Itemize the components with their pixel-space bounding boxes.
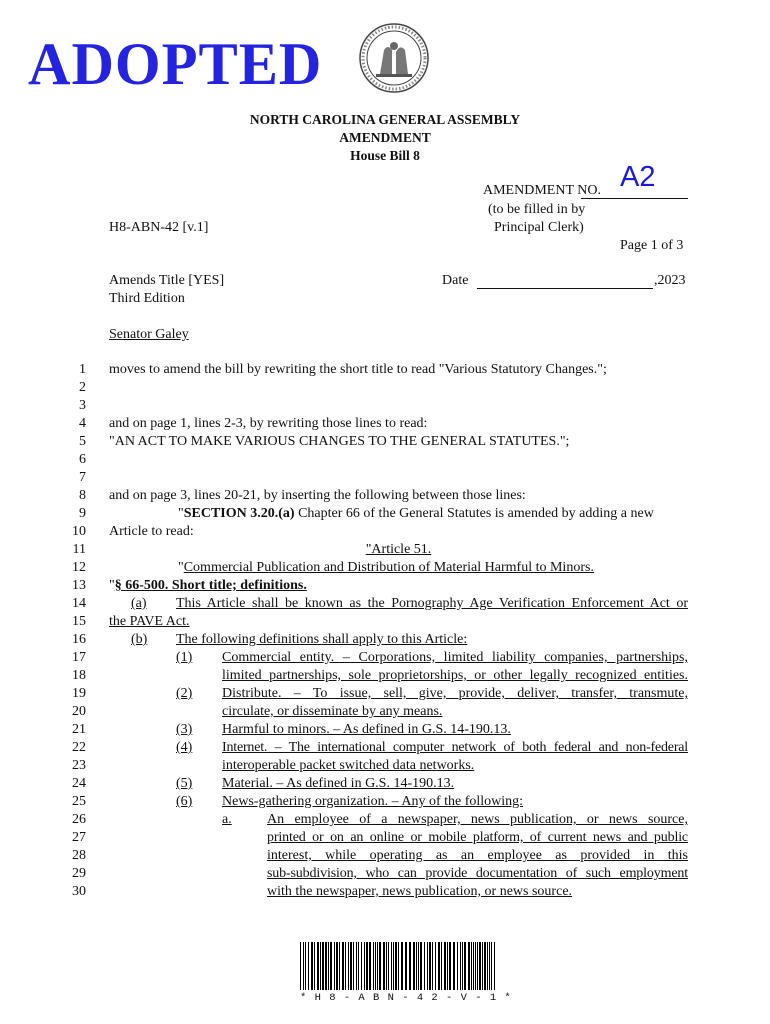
line-number: 9: [79, 506, 86, 521]
quote-mark: ": [178, 506, 184, 521]
line-number: 29: [72, 866, 86, 881]
barcode-bar: [308, 942, 309, 990]
amendment-no-value: A2: [620, 161, 656, 193]
amends-title: Amends Title [YES]: [109, 273, 225, 288]
barcode-bar: [356, 942, 357, 990]
barcode-bar: [345, 942, 346, 990]
item-4-text-cont: interoperable packet switched data networks.: [222, 758, 475, 773]
barcode-bar: [317, 942, 319, 990]
item-1-label: (1): [176, 650, 193, 665]
barcode-bar: [328, 942, 329, 990]
barcode-bar: [342, 942, 344, 990]
adopted-stamp: ADOPTED: [28, 31, 323, 97]
bill-code: H8-ABN-42 [v.1]: [109, 220, 209, 235]
barcode-bar: [438, 942, 440, 990]
barcode-bar: [441, 942, 442, 990]
article-title-text: Commercial Publication and Distribution of Material Harmful to Minors.: [183, 560, 594, 575]
article-number: "Article 51.: [365, 542, 432, 557]
barcode-bar: [320, 942, 321, 990]
barcode-bar: [409, 942, 411, 990]
header-amendment: AMENDMENT: [339, 130, 431, 145]
barcode-bar: [325, 942, 327, 990]
line-number: 22: [72, 740, 86, 755]
text-line-8: and on page 3, lines 20-21, by inserting the following between those lines:: [109, 488, 526, 503]
barcode-bar: [330, 942, 332, 990]
amendment-no-blank: [581, 198, 688, 199]
subsection-b-label: (b): [131, 632, 148, 647]
barcode-bar: [491, 942, 492, 990]
item-3-label: (3): [176, 722, 193, 737]
date-blank: [477, 288, 653, 289]
barcode-bar: [460, 942, 461, 990]
filled-note-2: Principal Clerk): [494, 220, 584, 235]
item-2-label: (2): [176, 686, 193, 701]
line-number: 17: [72, 650, 86, 665]
section-text: Chapter 66 of the General Statutes is amended by adding a new: [294, 506, 654, 521]
item-1-text-cont: limited partnerships, sole proprietorships, or other legally recognized entities.: [222, 668, 688, 683]
barcode-bar: [457, 942, 458, 990]
barcode-bar: [369, 942, 371, 990]
subsection-b-text: The following definitions shall apply to this Article:: [176, 632, 468, 647]
barcode-bar: [475, 942, 476, 990]
barcode-bar: [418, 942, 419, 990]
barcode-bar: [393, 942, 394, 990]
subsection-a-label: (a): [131, 596, 147, 611]
barcode-text: * H 8 - A B N - 4 2 - V - 1 *: [300, 992, 512, 1004]
subsection-a-text: This Article shall be known as the Pornography Age Verification Enforcement Act or: [176, 596, 688, 611]
barcode-bar: [311, 942, 313, 990]
barcode-bar: [322, 942, 324, 990]
line-number: 30: [72, 884, 86, 899]
quote-mark: ": [178, 560, 184, 575]
header-assembly: NORTH CAROLINA GENERAL ASSEMBLY: [249, 112, 521, 127]
line-number: 24: [72, 776, 86, 791]
item-5-text: Material. – As defined in G.S. 14-190.13.: [222, 776, 455, 791]
line-number: 13: [72, 578, 86, 593]
barcode-bar: [353, 942, 354, 990]
item-2-text-cont: circulate, or disseminate by any means.: [222, 704, 443, 719]
line-number: 12: [72, 560, 86, 575]
line-number: 18: [72, 668, 86, 683]
item-3-text: Harmful to minors. – As defined in G.S. 14-190.13.: [222, 722, 511, 737]
line-number: 5: [79, 434, 86, 449]
item-6a-text: An employee of a newspaper, news publication, or news source,: [267, 812, 688, 827]
line-number: 21: [72, 722, 86, 737]
item-4-text: Internet. – The international computer network of both federal and non-federal: [222, 740, 688, 755]
text-line-4: and on page 1, lines 2-3, by rewriting those lines to read:: [109, 416, 428, 431]
barcode-bar: [416, 942, 417, 990]
barcode-bar: [314, 942, 315, 990]
date-label: Date: [442, 273, 469, 288]
barcode-bar: [464, 942, 466, 990]
line-number: 14: [72, 596, 86, 611]
barcode-bar: [358, 942, 359, 990]
barcode-bar: [435, 942, 436, 990]
barcode-bar: [482, 942, 483, 990]
subsection-a-text-cont: the PAVE Act.: [109, 614, 190, 629]
line-number: 28: [72, 848, 86, 863]
barcode-bar: [484, 942, 486, 990]
barcode-bar: [303, 942, 304, 990]
text-line-9: [178, 506, 688, 522]
barcode-bar: [420, 942, 422, 990]
barcode-bar: [350, 942, 352, 990]
barcode-bar: [427, 942, 428, 990]
barcode-bar: [379, 942, 381, 990]
section-66-500-title: § 66-500. Short title; definitions.: [114, 578, 307, 593]
barcode-bar: [473, 942, 474, 990]
barcode-bar: [487, 942, 488, 990]
barcode-bar: [395, 942, 397, 990]
section-heading: SECTION 3.20.(a): [183, 506, 295, 521]
line-number: 11: [72, 542, 86, 557]
quote-mark: ": [109, 578, 115, 593]
barcode-bar: [383, 942, 385, 990]
line-number: 25: [72, 794, 86, 809]
barcode-bar: [388, 942, 389, 990]
line-number: 7: [79, 470, 86, 485]
barcode-bar: [477, 942, 478, 990]
line-number: 2: [79, 380, 86, 395]
barcode-bar: [413, 942, 415, 990]
text-line-5: "AN ACT TO MAKE VARIOUS CHANGES TO THE GENERAL STATUTES.";: [109, 434, 570, 449]
item-6a-text-cont-2: interest, while operating as an employee as provided in this: [267, 848, 688, 863]
barcode-bar: [373, 942, 374, 990]
item-4-label: (4): [176, 740, 193, 755]
item-2-text: Distribute. – To issue, sell, give, provide, deliver, transfer, transmute,: [222, 686, 688, 701]
section-title-line: [109, 578, 688, 594]
line-number: 10: [72, 524, 86, 539]
article-title: [178, 560, 757, 576]
state-seal-icon: [358, 22, 430, 94]
item-1-text: Commercial entity. – Corporations, limited liability companies, partnerships,: [222, 650, 688, 665]
barcode-bar: [366, 942, 368, 990]
barcode-bar: [386, 942, 387, 990]
barcode-bar: [391, 942, 392, 990]
barcode-bar: [361, 942, 362, 990]
barcode-bar: [375, 942, 376, 990]
item-6-text: News-gathering organization. – Any of the following:: [222, 794, 524, 809]
barcode-bar: [494, 942, 495, 990]
edition: Third Edition: [109, 291, 185, 306]
barcode-bar: [334, 942, 335, 990]
barcode-bar: [489, 942, 490, 990]
line-number: 15: [72, 614, 86, 629]
item-6a-text-cont-3: sub-subdivision, who can provide documentation of such employment: [267, 866, 688, 881]
sponsor: Senator Galey: [109, 327, 189, 342]
barcode-bar: [471, 942, 472, 990]
barcode-bar: [339, 942, 340, 990]
filled-note-1: (to be filled in by: [488, 202, 586, 217]
header-bill: House Bill 8: [350, 148, 420, 163]
line-number: 3: [79, 398, 86, 413]
line-number: 20: [72, 704, 86, 719]
line-number: 16: [72, 632, 86, 647]
barcode-bar: [444, 942, 446, 990]
text-line-1: moves to amend the bill by rewriting the short title to read "Various Statutory Changes.";: [109, 362, 607, 377]
line-number: 6: [79, 452, 86, 467]
barcode-bar: [401, 942, 403, 990]
barcode-bar: [305, 942, 306, 990]
item-6-label: (6): [176, 794, 193, 809]
line-number: 23: [72, 758, 86, 773]
line-number: 27: [72, 830, 86, 845]
item-6a-text-cont-4: with the newspaper, news publication, or news source.: [267, 884, 573, 899]
barcode-bar: [377, 942, 378, 990]
page-indicator: Page 1 of 3: [620, 238, 684, 253]
barcode-bar: [429, 942, 431, 990]
line-number: 1: [79, 362, 86, 377]
barcode-bar: [447, 942, 448, 990]
amendment-no-label: AMENDMENT NO.: [483, 183, 601, 198]
barcode-bar: [453, 942, 455, 990]
barcode-bar: [300, 942, 301, 990]
item-6a-label: a.: [222, 812, 232, 827]
barcode-bar: [348, 942, 349, 990]
barcode-bar: [398, 942, 399, 990]
line-number: 4: [79, 416, 86, 431]
item-6a-text-cont-1: printed or on an online or mobile platform, of current news and public: [267, 830, 688, 845]
barcode-bar: [449, 942, 451, 990]
line-number: 19: [72, 686, 86, 701]
barcode-bar: [336, 942, 338, 990]
date-year: ,2023: [654, 273, 686, 288]
line-number: 8: [79, 488, 86, 503]
barcode: [300, 942, 496, 990]
barcode-bar: [424, 942, 425, 990]
barcode-bar: [462, 942, 463, 990]
text-line-10: Article to read:: [109, 524, 194, 539]
barcode-bar: [405, 942, 407, 990]
barcode-bar: [364, 942, 365, 990]
barcode-bar: [468, 942, 470, 990]
barcode-bar: [479, 942, 481, 990]
line-number: 26: [72, 812, 86, 827]
barcode-bar: [432, 942, 433, 990]
item-5-label: (5): [176, 776, 193, 791]
